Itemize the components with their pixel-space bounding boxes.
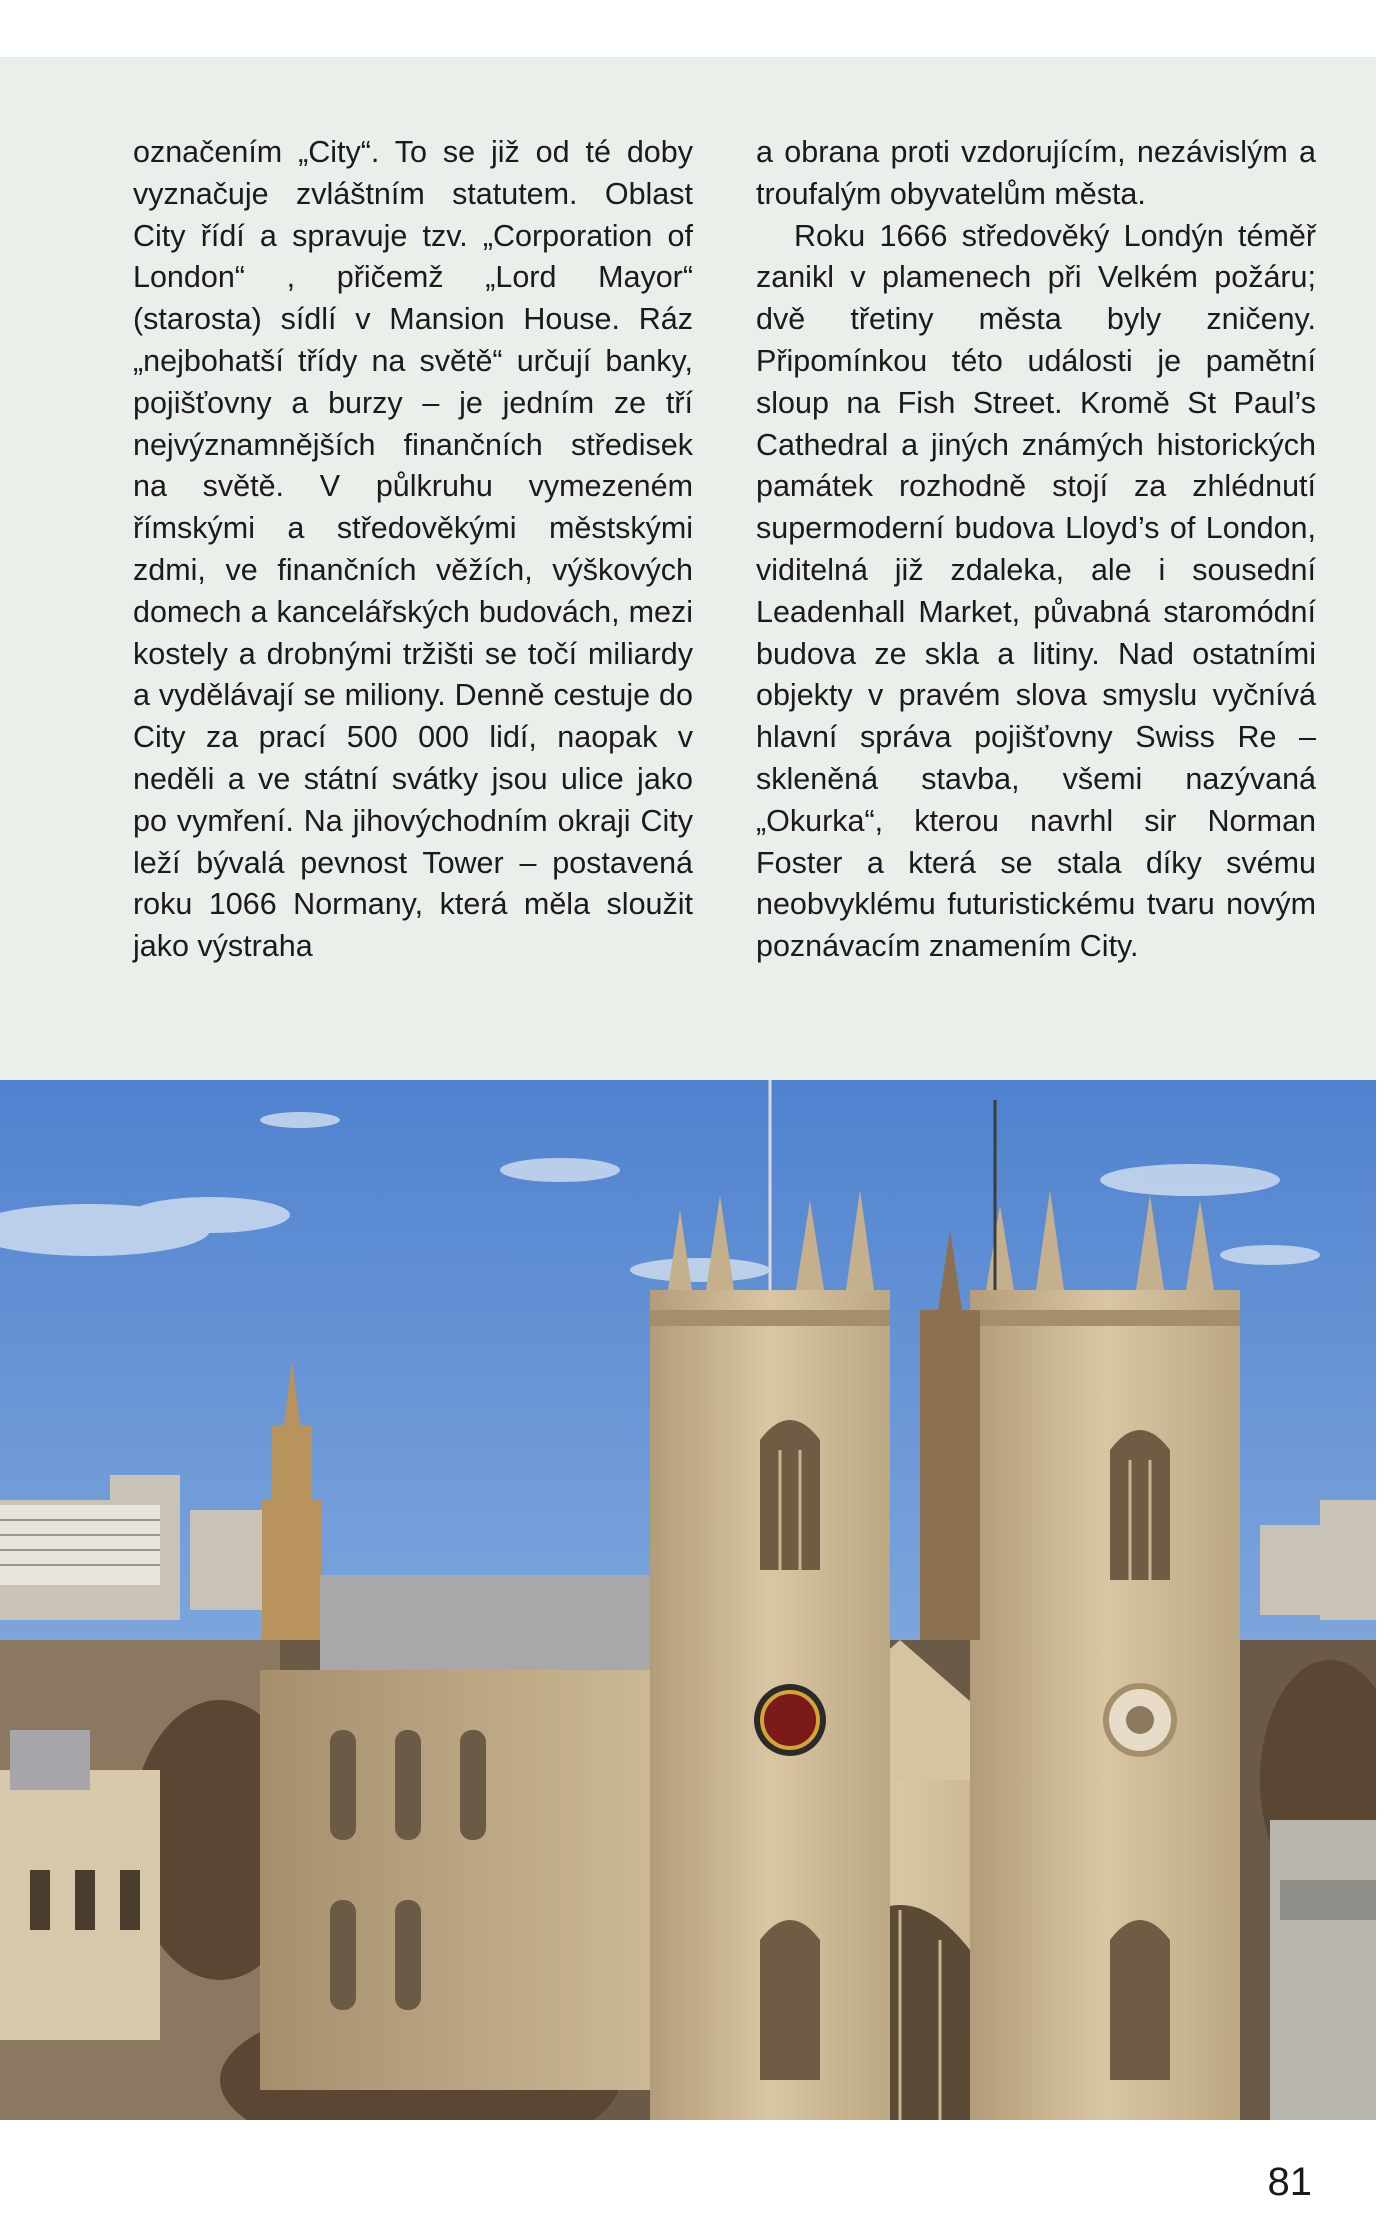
page-number: 81 xyxy=(1267,2160,1312,2204)
right-paragraph-1: a obrana proti vzdorujícím, nezávislým a troufalým obyvatelům města. xyxy=(756,135,1316,211)
westminster-abbey-photo xyxy=(0,1080,1376,2120)
right-text-column xyxy=(756,132,1316,968)
westminster-abbey-illustration xyxy=(0,1080,1376,2120)
right-paragraph-2: Roku 1666 středověký Londýn téměř zanikl v plamenech při Velkém požáru; dvě třetiny města byly zničeny. Připomínkou této události je pamětní sloup na Fish Street. Kromě St Paul’s Cathedral a jiných známých historických památek rozhodně stojí za zhlédnutí supermoderní budova Lloyd’s of London, viditelná již zdaleka, ale i sousední Leadenhall Market, půvabná staromódní budova ze skla a litiny. Nad ostatními objekty v pravém slova smyslu vyčnívá hlavní správa pojišťovny Swiss Re – skleněná stavba, všemi nazývaná „Okurka“, kterou navrhl sir Norman Foster a která se stala díky svému neobvyklému futuristickému tvaru novým poznávacím znamením City. xyxy=(756,218,1316,964)
text-panel xyxy=(0,57,1376,1080)
left-text-column xyxy=(133,132,693,968)
left-paragraph-1: označením „City“. To se již od té doby vyznačuje zvláštním statutem. Oblast City řídí a spravuje tzv. „Corporation of London“ , přičemž „Lord Mayor“ (starosta) sídlí v Mansion House. Ráz „nejbohatší třídy na světě“ určují banky, pojišťovny a burzy – je jedním ze tří nejvýznamnějších finančních středisek na světě. V půlkruhu vymezeném římskými a středověkými městskými zdmi, ve finančních věžích, výškových domech a kancelářských budovách, mezi kostely a drobnými tržišti se točí miliardy a vydělávají se miliony. Denně cestuje do City za prací 500 000 lidí, naopak v neděli a ve státní svátky jsou ulice jako po vymření. Na jihovýchodním okraji City leží bývalá pevnost Tower – postavená roku 1066 Normany, která měla sloužit jako výstraha xyxy=(133,135,693,964)
